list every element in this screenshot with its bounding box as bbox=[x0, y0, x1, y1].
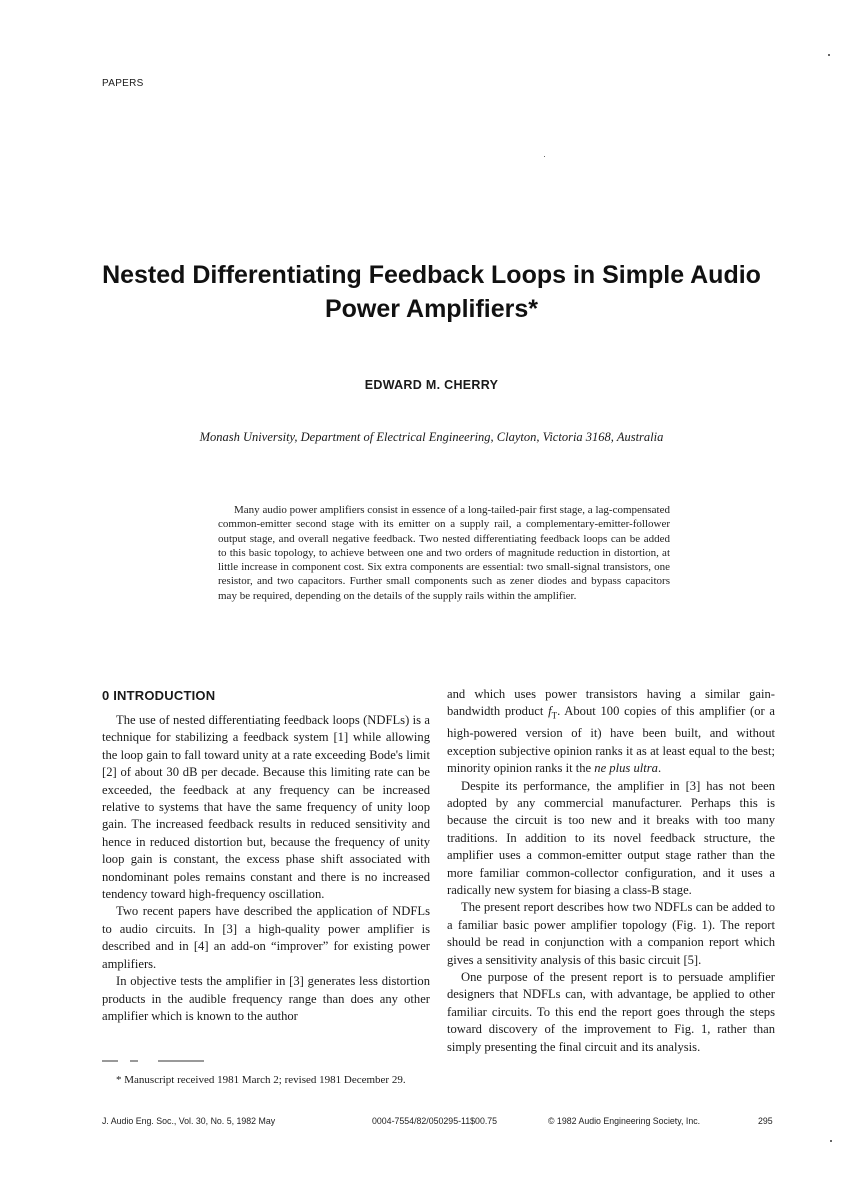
paragraph: In objective tests the amplifier in [3] generates less distortion products in the audible frequency range than does any other amplifier which is known to the author bbox=[102, 974, 430, 1023]
scan-speck bbox=[830, 1140, 832, 1142]
paragraph-continued bbox=[447, 686, 775, 778]
footnote-rule bbox=[102, 1056, 204, 1066]
paragraph-text: . About 100 copies of this amplifier (or a high-powered version of it) have been built, and without exception subjective opinion ranks it as at least equal to the best; minority opinion ranks it the bbox=[447, 704, 775, 776]
section-heading-introduction: 0 INTRODUCTION bbox=[102, 688, 216, 703]
paragraph: One purpose of the present report is to persuade amplifier designers that NDFLs can, with advantage, be applied to other familiar circuits. To this end the report goes through the steps toward discovery of the improvement to Fig. 1, rather than simply presenting the final circuit and its analysis. bbox=[447, 970, 775, 1054]
paper-title: Nested Differentiating Feedback Loops in Simple Audio Power Amplifiers* bbox=[102, 261, 761, 323]
footer-page-number: 295 bbox=[758, 1116, 773, 1126]
section-label: PAPERS bbox=[102, 78, 144, 89]
left-column bbox=[102, 712, 430, 1025]
footer-journal-citation: J. Audio Eng. Soc., Vol. 30, No. 5, 1982 May bbox=[102, 1116, 276, 1126]
footnote: * Manuscript received 1981 March 2; revised 1981 December 29. bbox=[116, 1074, 406, 1086]
footer-copyright: © 1982 Audio Engineering Society, Inc. bbox=[548, 1116, 701, 1126]
paragraph: The present report describes how two NDFLs can be added to a familiar basic power amplifier topology (Fig. 1). The report should be read in conjunction with a companion report which gives a sensitivity analysis of this basic circuit [5]. bbox=[447, 900, 775, 967]
paragraph: Despite its performance, the amplifier in [3] has not been adopted by any commercial manufacturer. Perhaps this is because the circuit is too new and it breaks with too many traditions. In addition to its novel feedback structure, the amplifier uses a common-emitter output stage rather than the more familiar common-collector configuration, and it uses a radically new system for biasing a class-B stage. bbox=[447, 778, 775, 897]
symbol-f: f bbox=[548, 704, 552, 719]
abstract: Many audio power amplifiers consist in essence of a long-tailed-pair first stage, a lag-compensated common-emitter second stage with its emitter on a supply rail, a complementary-emitter-follower output stage, and overall negative feedback. Two nested differentiating feedback loops can be added to this basic topology, to achieve between one and two orders of magnitude reduction in distortion, at little increase in component cost. Six extra components are essential: two small-signal transistors, one resistor, and two capacitors. Further small components such as zener diodes and bypass capacitors may be required, depending on the details of the supply rails within the amplifier. bbox=[218, 504, 670, 602]
footer-article-code: 0004-7554/82/050295-11$00.75 bbox=[372, 1116, 498, 1126]
scan-speck bbox=[828, 54, 830, 56]
paragraph: Two recent papers have described the application of NDFLs to audio circuits. In [3] a high-quality power amplifier is described and in [4] an add-on “improver” for existing power amplifiers. bbox=[102, 904, 430, 971]
scan-speck bbox=[544, 156, 545, 157]
paragraph-text: and which uses power transistors having a similar gain-bandwidth product bbox=[447, 687, 775, 719]
author-name: EDWARD M. CHERRY bbox=[364, 378, 499, 392]
paragraph-text: . bbox=[657, 761, 662, 776]
author-affiliation: Monash University, Department of Electrical Engineering, Clayton, Victoria 3168, Australia bbox=[199, 430, 664, 444]
paragraph: The use of nested differentiating feedback loops (NDFLs) is a technique for stabilizing a feedback system [1] while allowing the loop gain to fall toward unity at a rate exceeding Bode's limit [2] of about 30 dB per decade. Because this limiting rate can be exceeded, the feedback at any frequency can be increased relative to systems that have the same frequency of unity loop gain. The increased feedback results in reduced sensitivity and hence in reduced distortion but, because the frequency of unity loop gain is constant, the excess phase shift associated with nondominant poles remains constant and there is no increased tendency toward high-frequency oscillation. bbox=[102, 713, 430, 902]
symbol-subscript-t: T bbox=[551, 710, 558, 721]
emphasis-text: ne plus ultra bbox=[594, 761, 658, 776]
right-column bbox=[447, 686, 775, 1056]
